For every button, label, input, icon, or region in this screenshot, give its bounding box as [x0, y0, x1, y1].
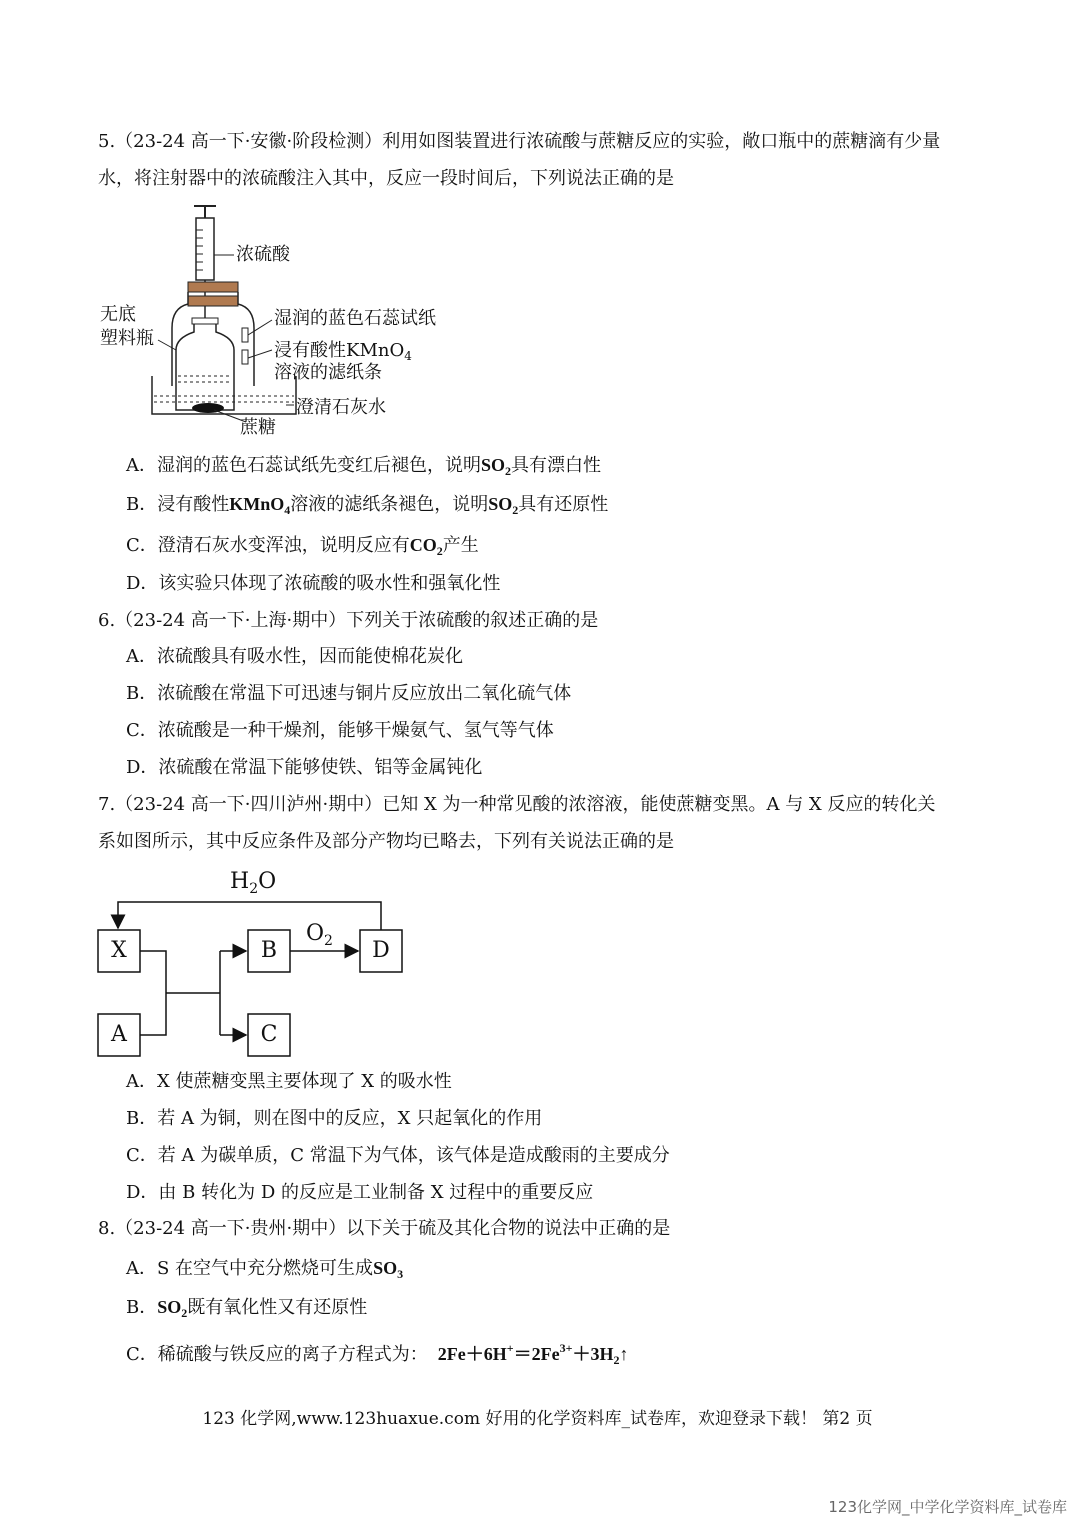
q8-option-c: C．稀硫酸与铁反应的离子方程式为： $2Fe+6H^+=2Fe^{3+}+3H_2↑$	[126, 1341, 629, 1367]
q8-stem: 8.（23-24 高一下·贵州·期中）以下关于硫及其化合物的说法中正确的是	[98, 1218, 671, 1239]
label-h2o: $H_2O$	[230, 869, 277, 897]
q5-stem-line1: 5.（23-24 高一下·安徽·阶段检测）利用如图装置进行浓硫酸与蔗糖反应的实验，敞口瓶中的蔗糖滴有少量	[98, 131, 941, 152]
label-o2: $O_2$	[306, 921, 333, 949]
label-bottomless-line1: 无底	[100, 304, 136, 325]
box-c: C	[260, 1022, 278, 1047]
page-footer: 123 化学网,www.123huaxue.com 好用的化学资料库_试卷库，欢迎登录下载！ 第2 页	[202, 1409, 873, 1429]
q7-option-d: D．由 B 转化为 D 的反应是工业制备 X 过程中的重要反应	[126, 1182, 594, 1203]
q5-option-b: B．浸有酸性KMnO$_4$溶液的滤纸条褪色，说明$SO_2$具有还原性	[126, 494, 609, 517]
q7-option-b: B．若 A 为铜，则在图中的反应，X 只起氧化的作用	[126, 1108, 543, 1129]
q5-option-d: D．该实验只体现了浓硫酸的吸水性和强氧化性	[126, 573, 501, 594]
q7-stem-line2: 系如图所示，其中反应条件及部分产物均已略去，下列有关说法正确的是	[98, 831, 674, 852]
label-limewater: 澄清石灰水	[296, 397, 386, 418]
q7-option-a: A．X 使蔗糖变黑主要体现了 X 的吸水性	[126, 1071, 452, 1092]
box-b: B	[260, 938, 278, 963]
label-bottomless-line2: 塑料瓶	[100, 328, 154, 349]
q6-stem: 6.（23-24 高一下·上海·期中）下列关于浓硫酸的叙述正确的是	[98, 610, 599, 631]
q8-option-a: A．S 在空气中充分燃烧可生成$SO_3$	[126, 1258, 404, 1281]
label-sugar: 蔗糖	[240, 417, 276, 438]
q7-conversion-diagram	[96, 866, 416, 1062]
label-kmno4-line2: 溶液的滤纸条	[274, 362, 382, 383]
q6-option-a: A．浓硫酸具有吸水性，因而能使棉花炭化	[126, 646, 463, 667]
q6-option-b: B．浓硫酸在常温下可迅速与铜片反应放出二氧化硫气体	[126, 683, 572, 704]
q8-option-b: B．$SO_2$既有氧化性又有还原性	[126, 1297, 368, 1320]
box-a: A	[111, 1022, 127, 1047]
label-concentrated-acid: 浓硫酸	[236, 244, 290, 265]
q7-option-c: C．若 A 为碳单质，C 常温下为气体，该气体是造成酸雨的主要成分	[126, 1145, 670, 1166]
q6-option-c: C．浓硫酸是一种干燥剂，能够干燥氨气、氢气等气体	[126, 720, 554, 741]
q5-option-a: A．湿润的蓝色石蕊试纸先变红后褪色，说明$SO_2$具有漂白性	[126, 455, 602, 478]
label-kmno4-line1: 浸有酸性KMnO$_4$	[274, 340, 412, 363]
watermark-text: 123化学网_中学化学资料库_试卷库	[828, 1498, 1067, 1516]
q5-stem-line2: 水，将注射器中的浓硫酸注入其中，反应一段时间后，下列说法正确的是	[98, 168, 674, 189]
box-d: D	[372, 938, 390, 963]
q7-stem-line1: 7.（23-24 高一下·四川泸州·期中）已知 X 为一种常见酸的浓溶液，能使蔗糖变黑。A 与 X 反应的转化关	[98, 794, 936, 815]
label-litmus-paper: 湿润的蓝色石蕊试纸	[274, 308, 436, 329]
q6-option-d: D．浓硫酸在常温下能够使铁、铝等金属钝化	[126, 757, 483, 778]
ionic-equation: $2Fe+6H^+=2Fe^{3+}+3H_2↑$	[437, 1341, 629, 1367]
box-x: X	[111, 938, 127, 963]
q5-apparatus-figure	[96, 200, 476, 445]
q5-option-c: C．澄清石灰水变浑浊，说明反应有$CO_2$产生	[126, 535, 479, 558]
